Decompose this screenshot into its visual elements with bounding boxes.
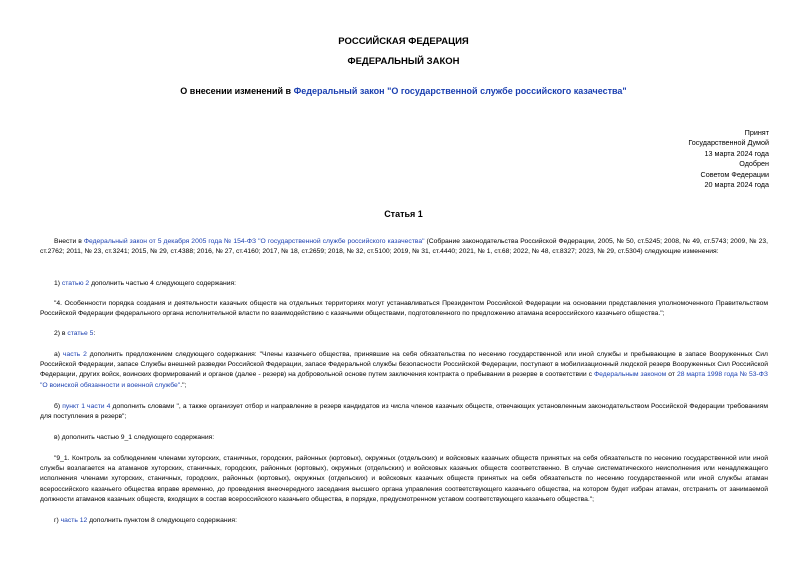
article-5-link[interactable]: статье 5 bbox=[67, 330, 94, 337]
paragraph-text: от bbox=[666, 371, 677, 379]
law-title-link[interactable]: Федеральный закон "О государственной службе российского казачества" bbox=[293, 86, 627, 96]
adoption-line: Государственной Думой bbox=[688, 138, 769, 148]
approval-date: 20 марта 2024 года bbox=[704, 180, 769, 190]
federation-heading: РОССИЙСКАЯ ФЕДЕРАЦИЯ bbox=[338, 36, 469, 47]
paragraph-quote-4: "4. Особенности порядка создания и деятельности казачьих обществ на отдельных территориях могут устанавливаться Президентом Российской Федерации на основании представления уполномоченного Правительством Российской Федерации федерального органа исполнительной власти по взаимодействию с казачьими обществами, подготовленного по предложению атамана всероссийского казачьего общества."; bbox=[40, 300, 768, 318]
paragraph-item-g bbox=[40, 516, 768, 526]
paragraph-text: дополнить частью 4 следующего содержания: bbox=[89, 280, 237, 287]
paragraph-item-b bbox=[40, 402, 768, 422]
paragraph-item-a bbox=[40, 350, 768, 391]
paragraph-text: 1) bbox=[54, 280, 62, 287]
law-reference-link[interactable]: Федеральный закон от 5 декабря 2005 года № 154-ФЗ "О государственной службе российского казачества" bbox=[83, 238, 425, 245]
adoption-date: 13 марта 2024 года bbox=[704, 148, 769, 158]
article-title: Статья 1 bbox=[384, 209, 423, 219]
part-2-link[interactable]: часть 2 bbox=[62, 351, 87, 358]
federal-law-link[interactable]: Федеральным законом bbox=[593, 371, 667, 379]
paragraph-intro bbox=[40, 237, 768, 257]
paragraph-text: 2) в bbox=[54, 330, 68, 337]
paragraph-quote-9-1: "9_1. Контроль за соблюдением членами хуторских, станичных, городских, районных (юртовых), окружных (отдельских) и войсковых казачьих обществ принятых на себя обязательств по несению государственной или иной службы возлагается на атаманов хуторских, станичных, городских, районных (юртовых), окружных (отдельских) и войсковых казачьих обществ соответственно. В случае систематического неисполнения или ненадлежащего исполнения членами хуторских, станичных, городских, районных (юртовых), окружных (отдельских) и войсковых казачьих обществ принятых на себя обязательств по несению государственной или иной службы атаман всероссийского казачьего общества вправе временно, до проведения внеочередного заседания высшего органа управления соответствующего казачьего общества, на котором будет избран атаман, отстранить от занимаемой должности атаманов казачьих обществ, входящих в состав всероссийского казачьего общества, в порядке, предусмотренном уставом соответствующего казачьего общества."; bbox=[40, 455, 768, 503]
paragraph-text: ."; bbox=[180, 381, 187, 389]
military-duty-law-link[interactable]: 28 марта 1998 года № 53-ФЗ "О воинской обязанности и военной службе" bbox=[40, 371, 768, 389]
paragraph-text: г) bbox=[54, 517, 61, 524]
law-title bbox=[0, 86, 807, 96]
paragraph-text: : bbox=[93, 330, 96, 337]
law-type-heading: ФЕДЕРАЛЬНЫЙ ЗАКОН bbox=[347, 56, 460, 67]
paragraph-text: б) bbox=[54, 403, 63, 410]
approval-line: Одобрен bbox=[739, 159, 769, 169]
paragraph-text: дополнить словами ", а также организует отбор и направление в резерв кандидатов из числа членов казачьих обществ, отвечающих установленным законодательством Российской Федерации требованиям для поступления в резерв"; bbox=[40, 403, 768, 421]
paragraph-text: дополнить предложением следующего содержания: "Члены казачьего общества, принявшие на себя обязательства по несению государственной или иной службы и пребывающие в запасе Вооруженных Сил Российской Федерации, запасе Службы внешней разведки Российской Федерации, запасе Федеральной службы безопасности Российской Федерации, поступают в мобилизационный людской резерв Вооруженных Сил Российской Федерации, других войск, воинских формирований и органов (далее - резерв) на добровольной основе путем заключения контракта о пребывании в резерве в соответствии с bbox=[40, 351, 768, 379]
paragraph-item-v: в) дополнить частью 9_1 следующего содержания: bbox=[54, 434, 215, 441]
paragraph-text: дополнить пунктом 8 следующего содержания: bbox=[87, 517, 237, 524]
part-12-link[interactable]: часть 12 bbox=[60, 517, 88, 524]
paragraph-item-1 bbox=[40, 279, 768, 289]
paragraph-text: Внести в bbox=[54, 238, 84, 245]
clause-1-part-4-link[interactable]: пункт 1 части 4 bbox=[62, 403, 111, 410]
law-title-prefix: О внесении изменений в bbox=[180, 86, 294, 96]
adoption-line: Принят bbox=[744, 128, 769, 137]
paragraph-text: а) bbox=[54, 351, 63, 358]
paragraph-item-2 bbox=[40, 329, 768, 339]
approval-line: Советом Федерации bbox=[700, 169, 769, 179]
article-2-link[interactable]: статью 2 bbox=[61, 280, 90, 287]
paragraph-text: (Собрание законодательства Российской Федерации, 2005, № 50, ст.5245; 2008, № 49, ст.5743; 2009, № 23, ст.2762; 2011, № 23, ст.3241; 2015, № 29, ст.4388; 2016, № 27, ст.4160; 2017, № 18, ст.2659; 2018, № 32, ст.5100; 2019, № 31, ст.4440; 2021, № 1, ст.68; 2022, № 48, ст.8327; 2023, № 29, ст.5304) следующие изменения: bbox=[40, 238, 768, 256]
adoption-block bbox=[688, 128, 769, 190]
